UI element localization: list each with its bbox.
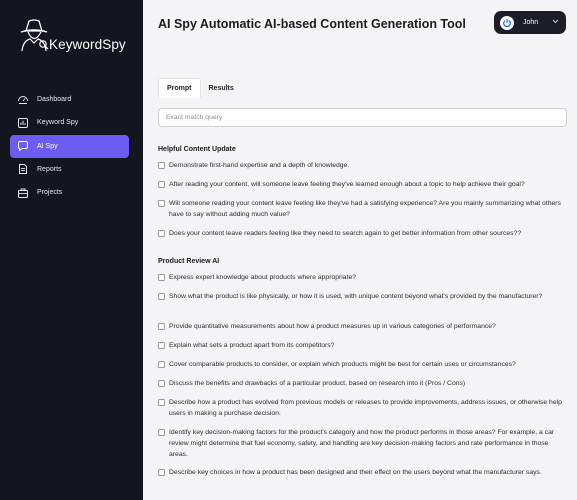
checklist-item bbox=[158, 273, 563, 283]
checklist-item-label: Describe key choices in how a product has been designed and their effect on the users beyond what the manufacturer says. bbox=[169, 468, 542, 476]
checklist-item bbox=[158, 398, 563, 419]
checklist-item-label: Cover comparable products to consider, or explain which products might be best for certain uses or circumstances? bbox=[169, 360, 516, 368]
brand-name: KeywordSpy bbox=[49, 37, 126, 52]
reports-icon bbox=[17, 163, 29, 175]
section-title-product-review: Product Review AI bbox=[158, 258, 220, 265]
checklist-item bbox=[158, 360, 563, 370]
sidebar bbox=[0, 0, 143, 500]
checklist-item bbox=[158, 229, 563, 239]
projects-icon bbox=[17, 187, 29, 199]
checklist-item bbox=[158, 292, 563, 302]
sidebar-item-label: Reports bbox=[37, 165, 62, 173]
brand-logo[interactable] bbox=[15, 17, 125, 57]
sidebar-item-projects[interactable] bbox=[10, 181, 129, 204]
checklist-item-label: Provide quantitative measurements about how a product measures up in various categories of performance? bbox=[169, 322, 496, 330]
sidebar-item-label: Projects bbox=[37, 189, 63, 197]
checkbox[interactable] bbox=[158, 230, 165, 237]
page-title: AI Spy Automatic AI-based Content Generation Tool bbox=[158, 17, 466, 31]
sidebar-item-dashboard[interactable] bbox=[10, 88, 129, 111]
spy-logo-icon bbox=[17, 17, 51, 53]
exact-match-query-input[interactable] bbox=[158, 108, 567, 127]
checkbox[interactable] bbox=[158, 274, 165, 281]
checklist-item-label: After reading your content, will someone leave feeling they've learned enough about a topic to help achieve their goal? bbox=[169, 180, 525, 188]
user-name: John bbox=[523, 19, 539, 26]
checkbox[interactable] bbox=[158, 380, 165, 387]
checkbox[interactable] bbox=[158, 361, 165, 368]
user-menu-button[interactable] bbox=[494, 11, 566, 34]
checklist-item bbox=[158, 379, 563, 389]
checklist-item bbox=[158, 341, 563, 351]
checklist-item bbox=[158, 180, 563, 190]
sidebar-item-reports[interactable] bbox=[10, 158, 129, 181]
checkbox[interactable] bbox=[158, 399, 165, 406]
checklist-item bbox=[158, 322, 563, 332]
keyword-spy-icon bbox=[17, 117, 29, 129]
checklist-item-label: Describe how a product has evolved from previous models or releases to provide improvements, address issues, or otherwise help users in making a purchase decision. bbox=[169, 398, 562, 417]
chevron-down-icon bbox=[552, 19, 559, 24]
dashboard-icon bbox=[17, 94, 29, 106]
power-icon bbox=[500, 16, 514, 30]
sidebar-item-keyword-spy[interactable] bbox=[10, 111, 129, 134]
sidebar-item-label: Keyword Spy bbox=[37, 119, 79, 127]
checkbox[interactable] bbox=[158, 200, 165, 207]
checkbox[interactable] bbox=[158, 162, 165, 169]
checklist-item-label: Discuss the benefits and drawbacks of a particular product, based on research into it (Pros / Cons) bbox=[169, 379, 466, 387]
checkbox[interactable] bbox=[158, 429, 165, 436]
ai-spy-icon bbox=[17, 140, 29, 152]
sidebar-item-ai-spy[interactable] bbox=[10, 135, 129, 158]
tab-prompt[interactable]: Prompt bbox=[158, 78, 201, 98]
checklist-item bbox=[158, 468, 563, 478]
checklist-item-label: Explain what sets a product apart from its competitors? bbox=[169, 341, 335, 349]
checklist-item bbox=[158, 428, 563, 461]
sidebar-item-label: Dashboard bbox=[37, 96, 72, 103]
checklist-item-label: Identify key decision-making factors for the product's category and how the product performs in those areas? For example, a car review might determine that fuel economy, safety, and handling are key decision-making factors and rate performance in those areas. bbox=[169, 428, 555, 459]
sidebar-nav bbox=[10, 88, 129, 204]
tab-results[interactable]: Results bbox=[208, 84, 234, 92]
sidebar-item-label: AI Spy bbox=[37, 142, 58, 150]
checkbox[interactable] bbox=[158, 469, 165, 476]
checkbox[interactable] bbox=[158, 181, 165, 188]
checklist-item-label: Will someone reading your content leave feeling like they've had a satisfying experience? Are you mainly summarizing what others have to say without adding much value? bbox=[169, 199, 561, 218]
tab-bar bbox=[158, 78, 242, 98]
checkbox[interactable] bbox=[158, 293, 165, 300]
checklist-item-label: Express expert knowledge about products where appropriate? bbox=[169, 273, 357, 281]
section-title-helpful-content: Helpful Content Update bbox=[158, 146, 236, 153]
checkbox[interactable] bbox=[158, 323, 165, 330]
checkbox[interactable] bbox=[158, 342, 165, 349]
checklist-item bbox=[158, 199, 563, 220]
checklist-item-label: Does your content leave readers feeling like they need to search again to get better information from other sources?? bbox=[169, 229, 522, 237]
checklist-item-label: Demonstrate first-hand expertise and a depth of knowledge. bbox=[169, 161, 350, 169]
checklist-item-label: Show what the product is like physically, or how it is used, with unique content beyond what's provided by the manufacturer? bbox=[169, 292, 543, 300]
checklist-item bbox=[158, 161, 563, 171]
